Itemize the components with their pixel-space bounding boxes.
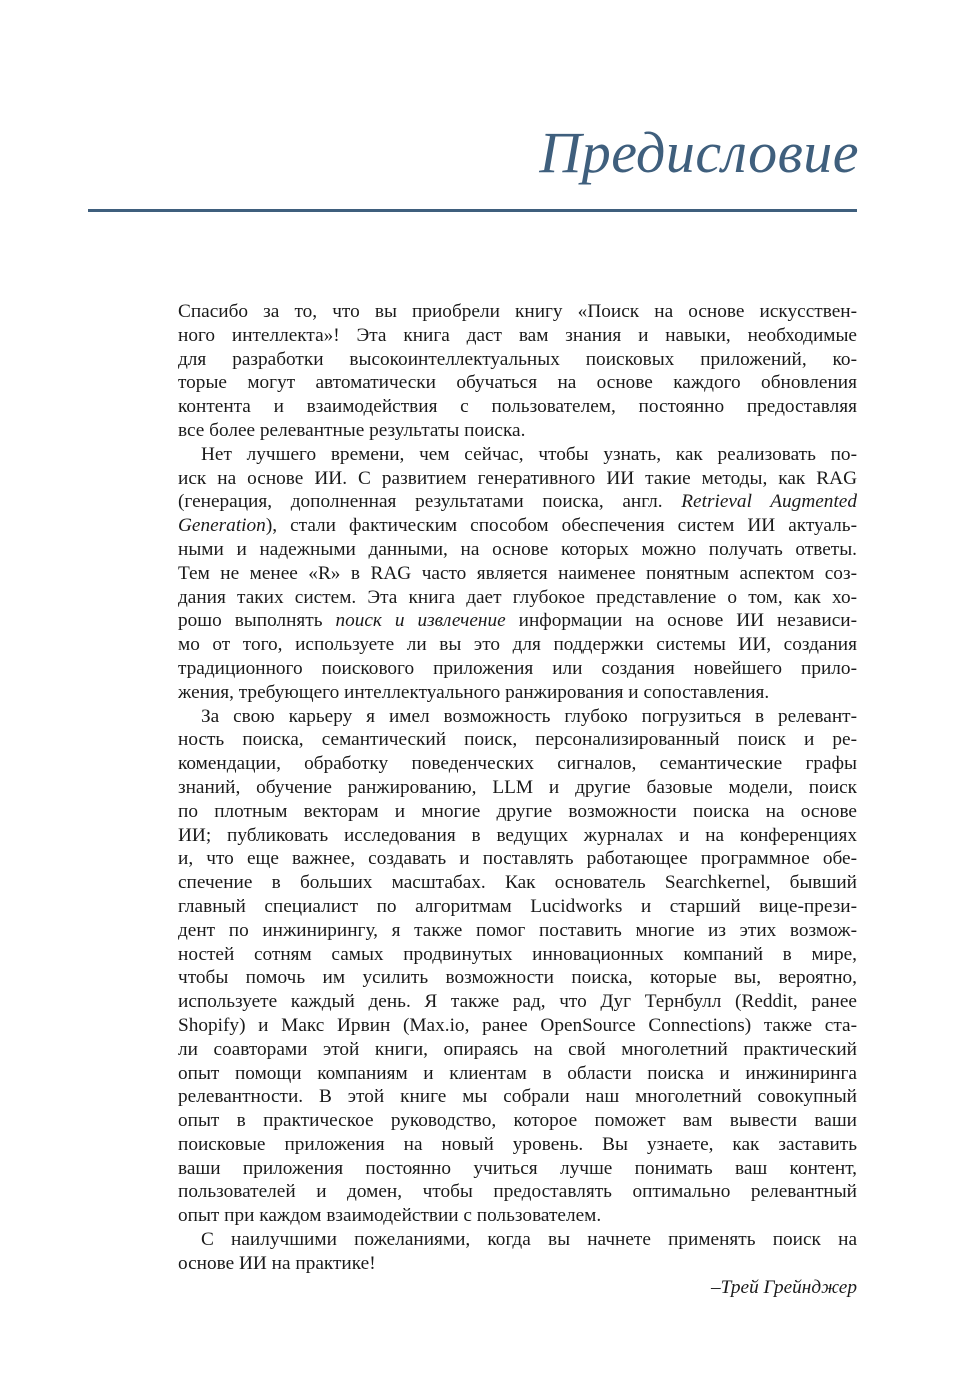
text-line [178,966,857,990]
text-segment: ного интеллекта»! Эта книга даст вам знания и навыки, необходимые [178,324,857,346]
text-segment: иск на основе ИИ. С развитием генеративного ИИ такие методы, как RAG [178,467,857,489]
text-line [178,609,857,633]
text-line [178,395,857,419]
text-line [178,776,857,800]
text-segment: Тем не менее «R» в RAG часто является наименее понятным аспектом соз- [178,562,857,584]
text-segment: все более релевантные результаты поиска. [178,419,526,441]
text-line [178,633,857,657]
text-segment: дания таких систем. Эта книга дает глубокое представление о том, как хо- [178,586,857,608]
text-segment: по плотным векторам и многие другие возможности поиска на основе [178,800,857,822]
text-segment: Нет лучшего времени, чем сейчас, чтобы узнать, как реализовать по- [201,443,857,465]
text-line [178,1180,857,1204]
text-line [178,943,857,967]
text-segment: знаний, обучение ранжированию, LLM и другие базовые модели, поиск [178,776,857,798]
text-line [178,562,857,586]
text-segment: опыт помощи компаниям и клиентам в области поиска и инжиниринга [178,1062,857,1084]
text-line [178,324,857,348]
text-segment: С наилучшими пожеланиями, когда вы начнете применять поиск на [201,1229,857,1251]
text-segment: (генерация, дополненная результатами поиска, англ. [178,491,682,513]
italic-text: Retrieval Augmented [681,491,857,513]
preface-body [178,300,857,1299]
text-segment: ными и надежными данными, на основе которых можно получать ответы. [178,538,857,560]
signature: –Трей Грейнджер [710,1276,857,1298]
text-line [178,1014,857,1038]
paragraph [178,443,857,705]
text-segment: традиционного поискового приложения или создания новейшего прило- [178,657,857,679]
text-segment: ностей сотням самых продвинутых инновационных компаний в мире, [178,943,857,965]
text-line [178,728,857,752]
text-segment: поисковые приложения на новый уровень. Вы узнаете, как заставить [178,1133,857,1155]
text-line [178,1085,857,1109]
text-line [178,919,857,943]
text-line [178,300,857,324]
text-line [178,1038,857,1062]
text-line [178,752,857,776]
text-line [178,1252,857,1276]
text-segment: ), стали фактическим способом обеспечения систем ИИ актуаль- [265,515,857,537]
text-line [178,538,857,562]
text-segment: опыт при каждом взаимодействии с пользователем. [178,1205,602,1227]
italic-text: Generation [178,515,266,537]
text-line [178,514,857,538]
text-segment: пользователей и домен, чтобы предоставлять оптимально релевантный [178,1181,857,1203]
text-segment: Спасибо за то, что вы приобрели книгу «Поиск на основе искусствен- [178,301,857,322]
title-rule [88,209,857,212]
text-line [178,824,857,848]
text-segment: контента и взаимодействия с пользователем, постоянно предоставляя [178,396,857,418]
text-line [178,1109,857,1133]
text-line [178,657,857,681]
text-line [178,419,857,443]
text-segment: За свою карьеру я имел возможность глубоко погрузиться в релевант- [201,705,857,727]
text-line [178,586,857,610]
text-line [178,371,857,395]
text-segment: для разработки высокоинтеллектуальных поисковых приложений, ко- [178,348,857,370]
text-line [178,871,857,895]
text-segment: ваши приложения постоянно учиться лучше понимать ваш контент, [178,1157,857,1179]
text-segment: ли соавторами этой книги, опираясь на свой многолетний практический [178,1038,857,1060]
text-segment: и, что еще важнее, создавать и поставлять работающее программное обе- [178,848,857,870]
text-segment: ИИ; публиковать исследования в ведущих журналах и на конференциях [178,824,857,846]
text-line [178,1062,857,1086]
text-segment: спечение в больших масштабах. Как основатель Searchkernel, бывший [178,872,857,894]
text-segment: Shopify) и Макс Ирвин (Max.io, ранее OpenSource Connections) также ста- [178,1014,857,1036]
text-line [178,681,857,705]
text-segment: мо от того, используете ли вы это для поддержки системы ИИ, создания [178,634,857,656]
text-line [178,895,857,919]
text-line [178,1157,857,1181]
text-line [178,990,857,1014]
text-segment: опыт в практическое руководство, которое поможет вам вывести ваши [178,1110,857,1132]
paragraph [178,705,857,1229]
text-segment: жения, требующего интеллектуального ранжирования и сопоставления. [178,681,770,703]
text-segment: используете каждый день. Я также рад, что Дуг Тернбулл (Reddit, ранее [178,991,857,1013]
text-segment: ность поиска, семантический поиск, персонализированный поиск и ре- [178,729,857,751]
text-line [178,847,857,871]
text-segment: главный специалист по алгоритмам Lucidworks и старший вице-прези- [178,895,857,917]
text-segment: рошо выполнять [178,610,336,632]
text-segment: релевантности. В этой книге мы собрали наш многолетний совокупный [178,1086,857,1108]
text-line [178,348,857,372]
text-segment: комендации, обработку поведенческих сигналов, семантические графы [178,753,857,775]
paragraph [178,300,857,443]
text-line [178,490,857,514]
text-line [178,443,857,467]
text-line [178,1204,857,1228]
text-segment: информации на основе ИИ независи- [505,610,857,632]
text-line [178,1228,857,1252]
text-line [178,467,857,491]
text-segment: дент по инжинирингу, я также помог поставить многие из этих возмож- [178,919,857,941]
text-segment: чтобы помочь им усилить возможности поиска, которые вы, вероятно, [178,967,857,989]
paragraph [178,1228,857,1276]
text-line [178,1133,857,1157]
page-title: Предисловие [539,120,859,185]
text-segment: торые могут автоматически обучаться на основе каждого обновления [178,372,857,394]
text-segment: основе ИИ на практике! [178,1252,376,1274]
text-line [178,800,857,824]
text-line [178,705,857,729]
italic-text: поиск и извлечение [335,610,506,632]
